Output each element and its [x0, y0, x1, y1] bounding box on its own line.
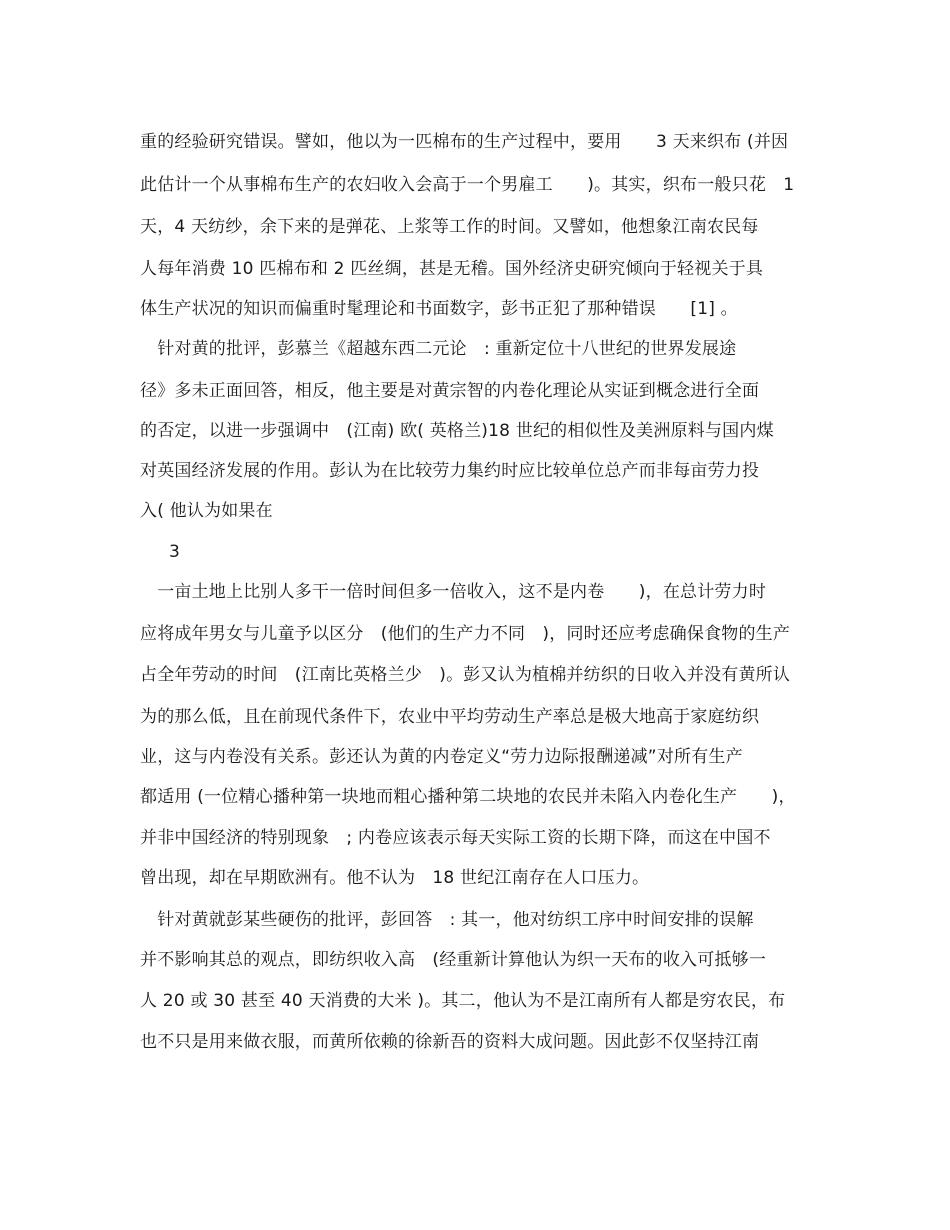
text-line: 此估计一个从事棉布生产的农妇收入会高于一个男雇工 )。其实，织布一般只花 1	[140, 175, 795, 195]
text-line: 重的经验研究错误。譬如，他以为一匹棉布的生产过程中，要用 3 天来织布 (并因	[140, 132, 789, 152]
text-line: 人 20 或 30 甚至 40 天消费的大米 )。其二，他认为不是江南所有人都是穷农民，布	[140, 991, 786, 1011]
text-line: 曾出现，却在早期欧洲有。他不认为 18 世纪江南存在人口压力。	[140, 868, 650, 888]
text-line: 对英国经济发展的作用。彭认为在比较劳力集约时应比较单位总产而非每亩劳力投	[140, 461, 760, 481]
text-line: 一亩土地上比别人多干一倍时间但多一倍收入，这不是内卷 )，在总计劳力时	[140, 582, 767, 602]
text-line: 业，这与内卷没有关系。彭还认为黄的内卷定义“劳力边际报酬递减”对所有生产	[140, 747, 743, 767]
text-line: 应将成年男女与儿童予以区分 (他们的生产力不同 )，同时还应考虑确保食物的生产	[140, 624, 791, 644]
text-line: 也不只是用来做衣服，而黄所依赖的徐新吾的资料大成问题。因此彭不仅坚持江南	[140, 1032, 760, 1052]
text-line: 体生产状况的知识而偏重时髦理论和书面数字，彭书正犯了那种错误 [1] 。	[140, 299, 738, 319]
page-number: 3	[169, 542, 180, 562]
text-line: 针对黄的批评，彭慕兰《超越东西二元论 : 重新定位十八世纪的世界发展途	[140, 339, 737, 359]
text-line: 占全年劳动的时间 (江南比英格兰少 )。彭又认为植棉并纺织的日收入并没有黄所认	[140, 665, 791, 685]
text-line: 径》多未正面回答，相反，他主要是对黄宗智的内卷化理论从实证到概念进行全面	[140, 381, 760, 401]
text-line: 都适用 (一位精心播种第一块地而粗心播种第二块地的农民并未陷入内卷化生产 )，	[140, 787, 796, 807]
text-line: 并非中国经济的特别现象 ; 内卷应该表示每天实际工资的长期下降，而这在中国不	[140, 828, 771, 848]
text-line: 为的那么低，且在前现代条件下，农业中平均劳动生产率总是极大地高于家庭纺织	[140, 707, 760, 727]
text-line: 天，4 天纺纱，余下来的是弹花、上浆等工作的时间。又譬如，他想象江南农民每	[140, 217, 759, 237]
text-line: 针对黄就彭某些硬伤的批评，彭回答 : 其一，他对纺织工序中时间安排的误解	[140, 910, 754, 930]
text-line: 并不影响其总的观点，即纺织收入高 (经重新计算他认为织一天布的收入可抵够一	[140, 950, 767, 970]
text-line: 人每年消费 10 匹棉布和 2 匹丝绸，甚是无稽。国外经济史研究倾向于轻视关于具	[140, 259, 764, 279]
text-line: 入( 他认为如果在	[140, 501, 273, 521]
text-line: 的否定，以进一步强调中 (江南) 欧( 英格兰)18 世纪的相似性及美洲原料与国内煤	[140, 421, 774, 441]
